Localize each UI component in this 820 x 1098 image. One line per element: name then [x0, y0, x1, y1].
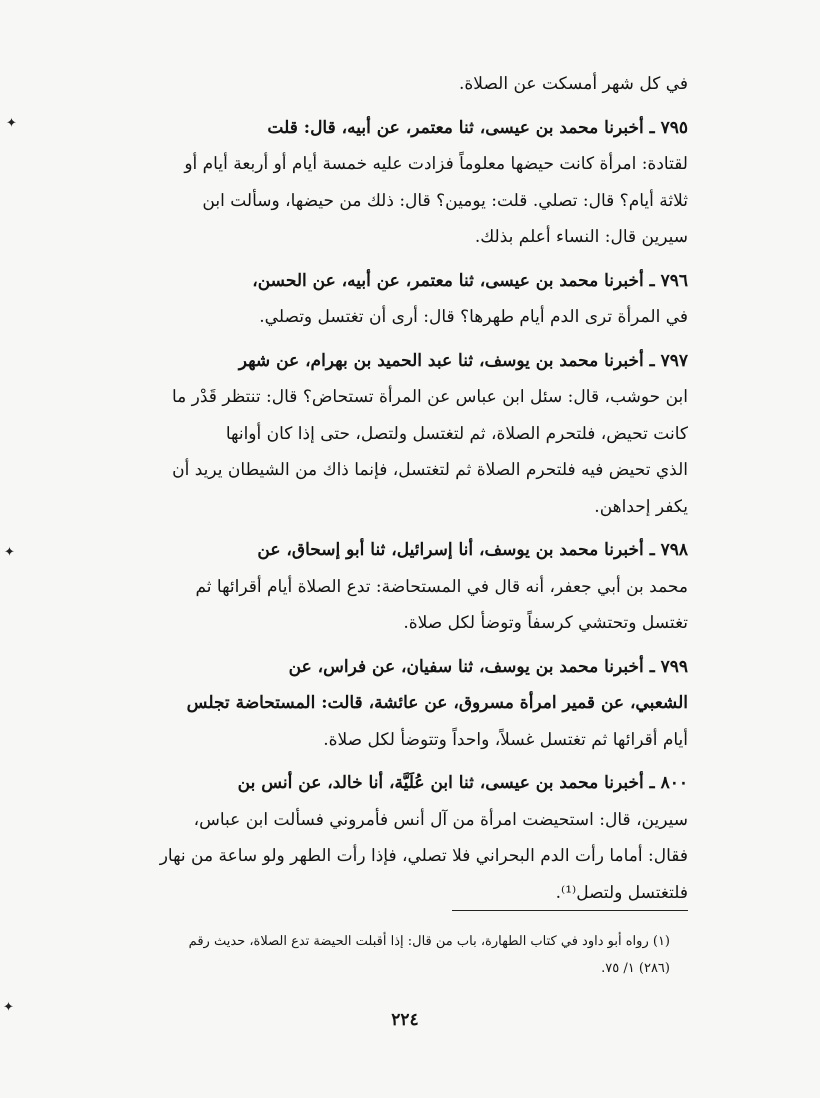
text-line: ٨٠٠ ـ أخبرنا محمد بن عيسى، ثنا ابن عُلَيَّة، أنا خالد، عن أنس بن — [237, 773, 688, 793]
main-text — [128, 66, 688, 918]
text-line: سيرين قال: النساء أعلم بذلك. — [474, 227, 688, 247]
binding-mark-icon: ✦ — [6, 116, 17, 131]
hadith-799 — [128, 649, 688, 759]
binding-mark-icon: ✦ — [3, 1000, 14, 1015]
hadith-798 — [128, 532, 688, 642]
text-line: كانت تحيض، فلتحرم الصلاة، ثم لتغتسل ولتصل، حتى إذا كان أوانها — [225, 423, 688, 444]
footnote-divider — [452, 910, 688, 911]
hadith-796 — [128, 263, 688, 336]
hadith-795 — [128, 110, 688, 256]
text-line: ٧٩٦ ـ أخبرنا محمد بن عيسى، ثنا معتمر، عن أبيه، عن الحسن، — [252, 270, 688, 291]
text-line: ٧٩٧ ـ أخبرنا محمد بن يوسف، ثنا عبد الحميد بن بهرام، عن شهر — [238, 350, 688, 371]
text-line: فلتغتسل ولتصل⁽¹⁾. — [555, 882, 688, 903]
text-line: لقتادة: امرأة كانت حيضها معلوماً فزادت عليه خمسة أيام أو أربعة أيام أو — [184, 154, 688, 174]
text-line: ٧٩٨ ـ أخبرنا محمد بن يوسف، أنا إسرائيل، ثنا أبو إسحاق، عن — [257, 540, 688, 560]
text-line: الذي تحيض فيه فلتحرم الصلاة ثم لتغتسل، فإنما ذاك من الشيطان يريد أن — [172, 460, 688, 480]
text-line: ٧٩٩ ـ أخبرنا محمد بن يوسف، ثنا سفيان، عن فراس، عن — [288, 656, 688, 677]
text-line: يكفر إحداهن. — [594, 496, 688, 517]
paragraph — [128, 66, 688, 103]
footnote — [150, 928, 670, 982]
binding-mark-icon: ✦ — [4, 545, 15, 560]
text-line: في المرأة ترى الدم أيام طهرها؟ قال: أرى أن تغتسل وتصلي. — [259, 307, 688, 327]
text-line: أيام أقرائها ثم تغتسل غسلاً، واحداً وتتوضأ لكل صلاة. — [323, 729, 688, 750]
footnote-line: (٢٨٦) ١/ ٧٥. — [601, 961, 670, 976]
text-line: فقال: أماما رأت الدم البحراني فلا تصلي، فإذا رأت الطهر ولو ساعة من نهار — [159, 846, 688, 866]
text-line: في كل شهر أمسكت عن الصلاة. — [458, 74, 688, 94]
text-line: الشعبي، عن قمير امرأة مسروق، عن عائشة، قالت: المستحاضة تجلس — [186, 693, 688, 713]
page-number: ٢٢٤ — [391, 1010, 419, 1030]
text-line: محمد بن أبي جعفر، أنه قال في المستحاضة: تدع الصلاة أيام أقرائها ثم — [195, 576, 688, 597]
footnote-line: (١) رواه أبو داود في كتاب الطهارة، باب من قال: إذا أقبلت الحيضة تدع الصلاة، حديث رقم — [188, 934, 670, 949]
text-line: ٧٩٥ ـ أخبرنا محمد بن عيسى، ثنا معتمر، عن أبيه، قال: قلت — [267, 117, 688, 138]
text-line: ابن حوشب، قال: سئل ابن عباس عن المرأة تستحاض؟ قال: تنتظر قَدْر ما — [171, 387, 688, 407]
text-line: تغتسل وتحتشي كرسفاً وتوضأ لكل صلاة. — [403, 613, 688, 633]
hadith-797 — [128, 343, 688, 526]
hadith-800 — [128, 765, 688, 911]
text-line: ثلاثة أيام؟ قال: تصلي. قلت: يومين؟ قال: ذلك من حيضها، وسألت ابن — [202, 190, 688, 211]
text-line: سيرين، قال: استحيضت امرأة من آل أنس فأمروني فسألت ابن عباس، — [193, 809, 688, 830]
